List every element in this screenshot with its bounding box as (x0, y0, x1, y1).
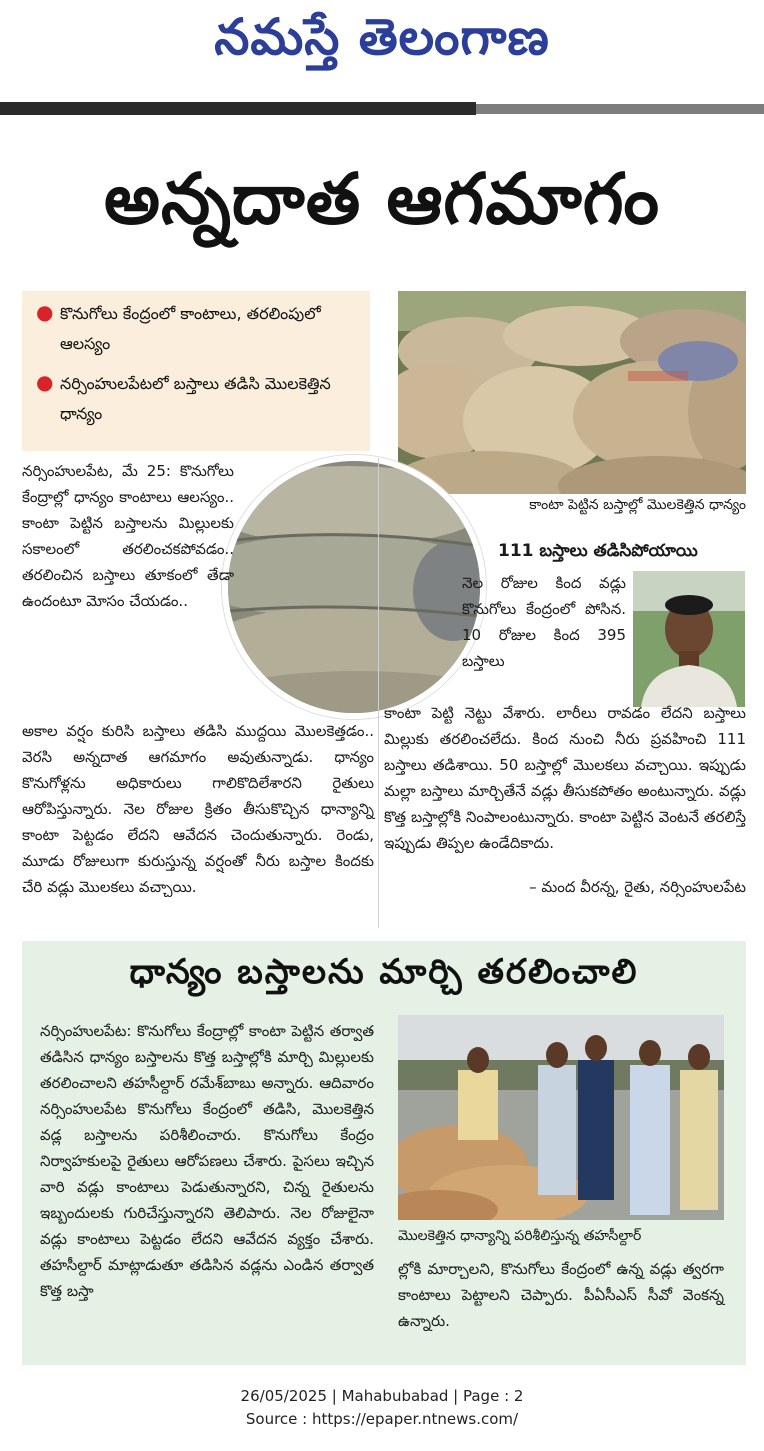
quote-attribution: – మంద వీరన్న, రైతు, నర్సింహులపేట (529, 878, 746, 896)
highlight-text: నర్సింహులపేటలో బస్తాలు తడిసి మొలకెత్తిన ధాన్యం (60, 374, 331, 423)
footer-source: Source : https://epaper.ntnews.com/ (245, 1410, 519, 1428)
story1-paragraph-a: నర్సింహులపేట, మే 25: కొనుగోలు కేంద్రాల్లో ధాన్యం కాంటాలు ఆలస్యం.. కాంటా పెట్టిన బస్తాలను మిల్లులకు సకాలంలో తరలించకపోవడం.. తరలించిన బస్తాలు తూకంలో తేడా ఉందంటూ మోసం చేయడం.. (22, 462, 234, 610)
newspaper-title: నమస్తే తెలంగాణ (214, 7, 550, 66)
highlights-box (22, 291, 370, 451)
highlight-text: కొనుగోలు కేంద్రంలో కాంటాలు, తరలింపులో ఆలస్యం (60, 304, 321, 353)
column-divider (378, 458, 379, 928)
sidebar-heading: 111 బస్తాలు తడిసిపోయాయి (498, 541, 698, 561)
masthead (0, 4, 764, 82)
photo-caption: కాంటా పెట్టిన బస్తాల్లో మొలకెత్తిన ధాన్యం (529, 497, 746, 513)
photo-officials-inspecting (398, 1015, 724, 1220)
highlight-item (36, 299, 366, 359)
story2-paragraph-a: నర్సింహులపేట: కొనుగోలు కేంద్రాల్లో కాంటా పెట్టిన తర్వాత తడిసిన ధాన్యం బస్తాలను కొత్త బస్తాల్లోకి మార్చి మిల్లులకు తరలించాలని తహసీల్దార్ రమేశ్‌బాబు అన్నారు. ఆదివారం నర్సింహులపేట కొనుగోలు కేంద్రంలో తడిసి, మొలకెత్తిన వడ్ల బస్తాలను పరిశీలించారు. కొనుగోలు కేంద్రం నిర్వాహకులపై రైతులు ఆరోపణలు చేశారు. పైసలు ఇచ్చిన వారి వడ్లు కాంటాలు పెడుతున్నారని, చిన్న రైతులను ఇబ్బందులకు గురిచేస్తున్నారని తెలిపారు. నెల రోజులైనా వడ్లు కాంటాలు పెట్టడం లేదని ఆవేదన వ్యక్తం చేశారు. తహసీల్దార్ మాట్లాడుతూ తడిసిన వడ్లను ఎండిన తర్వాత కొత్త బస్తా (40, 1022, 374, 1300)
masthead-rule-gray (476, 104, 764, 114)
photo-grain-sacks (398, 291, 746, 494)
story2-headline (22, 946, 746, 1006)
story2-photo-caption: మొలకెత్తిన ధాన్యాన్ని పరిశీలిస్తున్న తహసీల్దార్ (398, 1228, 642, 1244)
main-headline (0, 152, 764, 262)
story2-headline-text: ధాన్యం బస్తాలను మార్చి తరలించాలి (129, 952, 639, 992)
farmer-quote-a: నెల రోజుల కింద వడ్లు కొనుగోలు కేంద్రంలో పోసిన. 10 రోజుల కింద 395 బస్తాలు (462, 574, 626, 670)
masthead-rule-dark (0, 102, 476, 115)
story2-paragraph-b: ల్లోకి మార్చాలని, కొనుగోలు కేంద్రంలో ఉన్న వడ్లు త్వరగా కాంటాలు పెట్టాలని చెప్పారు. పీఏసీఎస్ సీవో వెంకన్న ఉన్నారు. (398, 1260, 724, 1330)
photo-sacks-closeup (222, 455, 486, 719)
bullet-icon: ● (36, 300, 54, 324)
story1-paragraph-b: అకాల వర్షం కురిసి బస్తాలు తడిసి ముద్దయి మొలకెత్తడం.. వెరసి అన్నదాత ఆగమాగం అవుతున్నాడు. ధాన్యం కొనుగోళ్లను అధికారులు గాలికొదిలేశారని రైతులు ఆరోపిస్తున్నారు. నెల రోజుల క్రితం తీసుకొచ్చిన ధాన్యాన్ని కాంటా పెట్టడం లేదని ఆవేదన చెందుతున్నారు. రెండు, మూడు రోజులుగా కురుస్తున్న వర్షంతో నీరు బస్తాల కిందకు చేరి వడ్లు మొలకలు వచ్చాయి. (22, 722, 374, 896)
main-headline-text: అన్నదాత ఆగమాగం (103, 157, 661, 240)
photo-farmer-portrait (633, 571, 745, 707)
bullet-icon: ● (36, 370, 54, 394)
farmer-quote-b: కాంటా పెట్టి నెట్టు వేశారు. లారీలు రావడం లేదని బస్తాలు మిల్లుకు తరలించలేదు. కింద నుంచి నీరు ప్రవహించి 111 బస్తాలు తడిశాయి. 50 బస్తాల్లో మొలకలు వచ్చాయి. ఇప్పుడు మల్లా బస్తాలు మార్చితేనే వడ్లు తీసుకపోతం అంటున్నారు. వడ్లు కొత్త బస్తాల్లోకి నింపాలంటున్నారు. కాంటా పెట్టిన వెంటనే తరలిస్తే ఇప్పుడు తిప్పల ఉండేదికాదు. (384, 704, 746, 852)
highlight-item (36, 369, 366, 429)
footer-dateline: 26/05/2025 | Mahabubabad | Page : 2 (240, 1387, 524, 1405)
